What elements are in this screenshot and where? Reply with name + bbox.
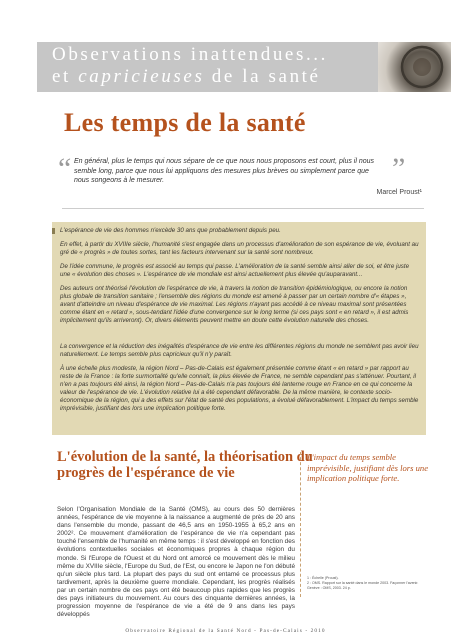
- quote-divider: [62, 208, 424, 209]
- footnotes: [307, 576, 429, 590]
- intro-paragraph: En effet, à partir du XVIIIe siècle, l'humanité s'est engagée dans un processus d'amélioration de son espérance de vie, évoluant au gré de « progrès » de toutes sortes, tant les facteurs intervenant sur la santé sont nombreux.: [60, 241, 419, 256]
- page-footer: Observatoire Régional de la Santé Nord - Pas-de-Calais - 2010: [125, 628, 326, 634]
- magnifying-glass-photo: [378, 42, 451, 92]
- intro-paragraph: Des auteurs ont théorisé l'évolution de l'espérance de vie, à travers la notion de transition épidémiologique, ou encore la notion plus globale de transition sanitaire ; l'ensemble des régions du monde est amené à passer par un certain nombre d'« étapes », avant d'atteindre un niveau d'espérance de vie maximal. Les régions n'ayant pas accédé à ce niveau maximal sont présentées comme étant en « retard », sous-tendant l'idée d'une convergence sur le long terme (si ces pays sont « en retard », il est admis implicitement qu'ils arriveront). Or, divers éléments peuvent mettre en doute cette évolution naturelle des choses.: [60, 285, 409, 324]
- footnote: 1 : Échelle (Proust).: [307, 576, 339, 580]
- section-title: L'évolution de la santé, la théorisation du progrès de l'espérance de vie: [57, 449, 313, 481]
- intro-paragraph: La convergence et la réduction des inégalités d'espérance de vie entre les différentes régions du monde ne semblent pas avoir lieu naturellement. Le temps semble plus capricieux qu'il n'y paraît.: [60, 343, 419, 358]
- footnote: 2 : OMS. Rapport sur la santé dans le monde 2003. Façonner l'avenir. Genève : OMS, 2003. 24 p.: [307, 580, 419, 590]
- open-quote-mark: “: [58, 152, 72, 185]
- intro-marker: [52, 228, 55, 234]
- intro-paragraph: L'espérance de vie des hommes n'excède 30 ans que probablement depuis peu.: [60, 227, 281, 234]
- intro-paragraph: De l'idée commune, le progrès est associé au temps qui passe. L'amélioration de la santé semble ainsi aller de soi, et être juste une « évolution des choses ». L'espérance de vie mondiale est ainsi actuellement plus élevée qu'auparavant...: [60, 263, 410, 278]
- body-text: Selon l'Organisation Mondiale de la Santé (OMS), au cours des 50 dernières années, l'espérance de vie moyenne à la naissance a augmenté de près de 20 ans dans l'ensemble du monde, passant de 46,5 ans en 1950-1955 à 65,2 ans en 2002². Ce mouvement d'amélioration de l'espérance de vie n'a cependant pas touché l'ensemble de l'humanité en même temps : il s'est développé en fonction des évolutions contextuelles sociales et économiques propres à chaque région du monde. Si l'Europe de l'Ouest et du Nord ont amorcé ce mouvement dès le milieu même du XVIIIe siècle, l'Europe du Sud, de l'Est, ou encore le Japon ne l'on débuté qu'un siècle plus tard. La plupart des pays du sud ont entamé ce processus plus tardivement, après la deuxième guerre mondiale. Cependant, les progrès réalisés par un certain nombre de ces pays ont été beaucoup plus rapides que les progrès des pays initiateurs du mouvement. Au cours des cinquante dernières années, la progression moyenne de l'espérance de vie a été de 9 ans dans les pays développés: [57, 506, 295, 619]
- quote-text: En général, plus le temps qui nous sépare de ce que nous nous proposons est court, plus il nous semble long, parce que nous lui appliquons des mesures plus brèves ou simplement parce que nous songeons à le mesurer.: [74, 158, 375, 185]
- close-quote-mark: ”: [392, 152, 406, 185]
- header-line-1: Observations inattendues...: [52, 44, 328, 65]
- page-title: Les temps de la santé: [64, 108, 306, 137]
- magnifier-icon: [378, 42, 451, 92]
- side-divider: [300, 452, 301, 597]
- header-line-2: et capricieuses de la santé: [52, 66, 321, 87]
- intro-paragraph: À une échelle plus modeste, la région Nord – Pas-de-Calais est également présentée comme étant « en retard » par rapport au reste de la France : la forte surmortalité qu'elle connaît, la plus élevée de France, ne semble cependant pas s'atténuer. Pourtant, il n'en a pas toujours été ainsi, la région Nord – Pas-de-Calais n'a pas toujours été lanterne rouge en France en ce qui concerne la valeur de l'espérance de vie. L'évolution relative lui a été cependant défavorable. De la même manière, le contexte socio-économique de la région, qui a des effets sur l'état de santé des populations, a évolué défavorablement. L'impact du temps semble imprévisible, justifiant des lors une implication politique forte.: [60, 365, 419, 412]
- side-callout: L'impact du temps semble imprévisible, justifiant dès lors une implication politique forte.: [307, 452, 429, 484]
- quote-author: Marcel Proust¹: [376, 189, 422, 196]
- intro-box: [52, 222, 426, 435]
